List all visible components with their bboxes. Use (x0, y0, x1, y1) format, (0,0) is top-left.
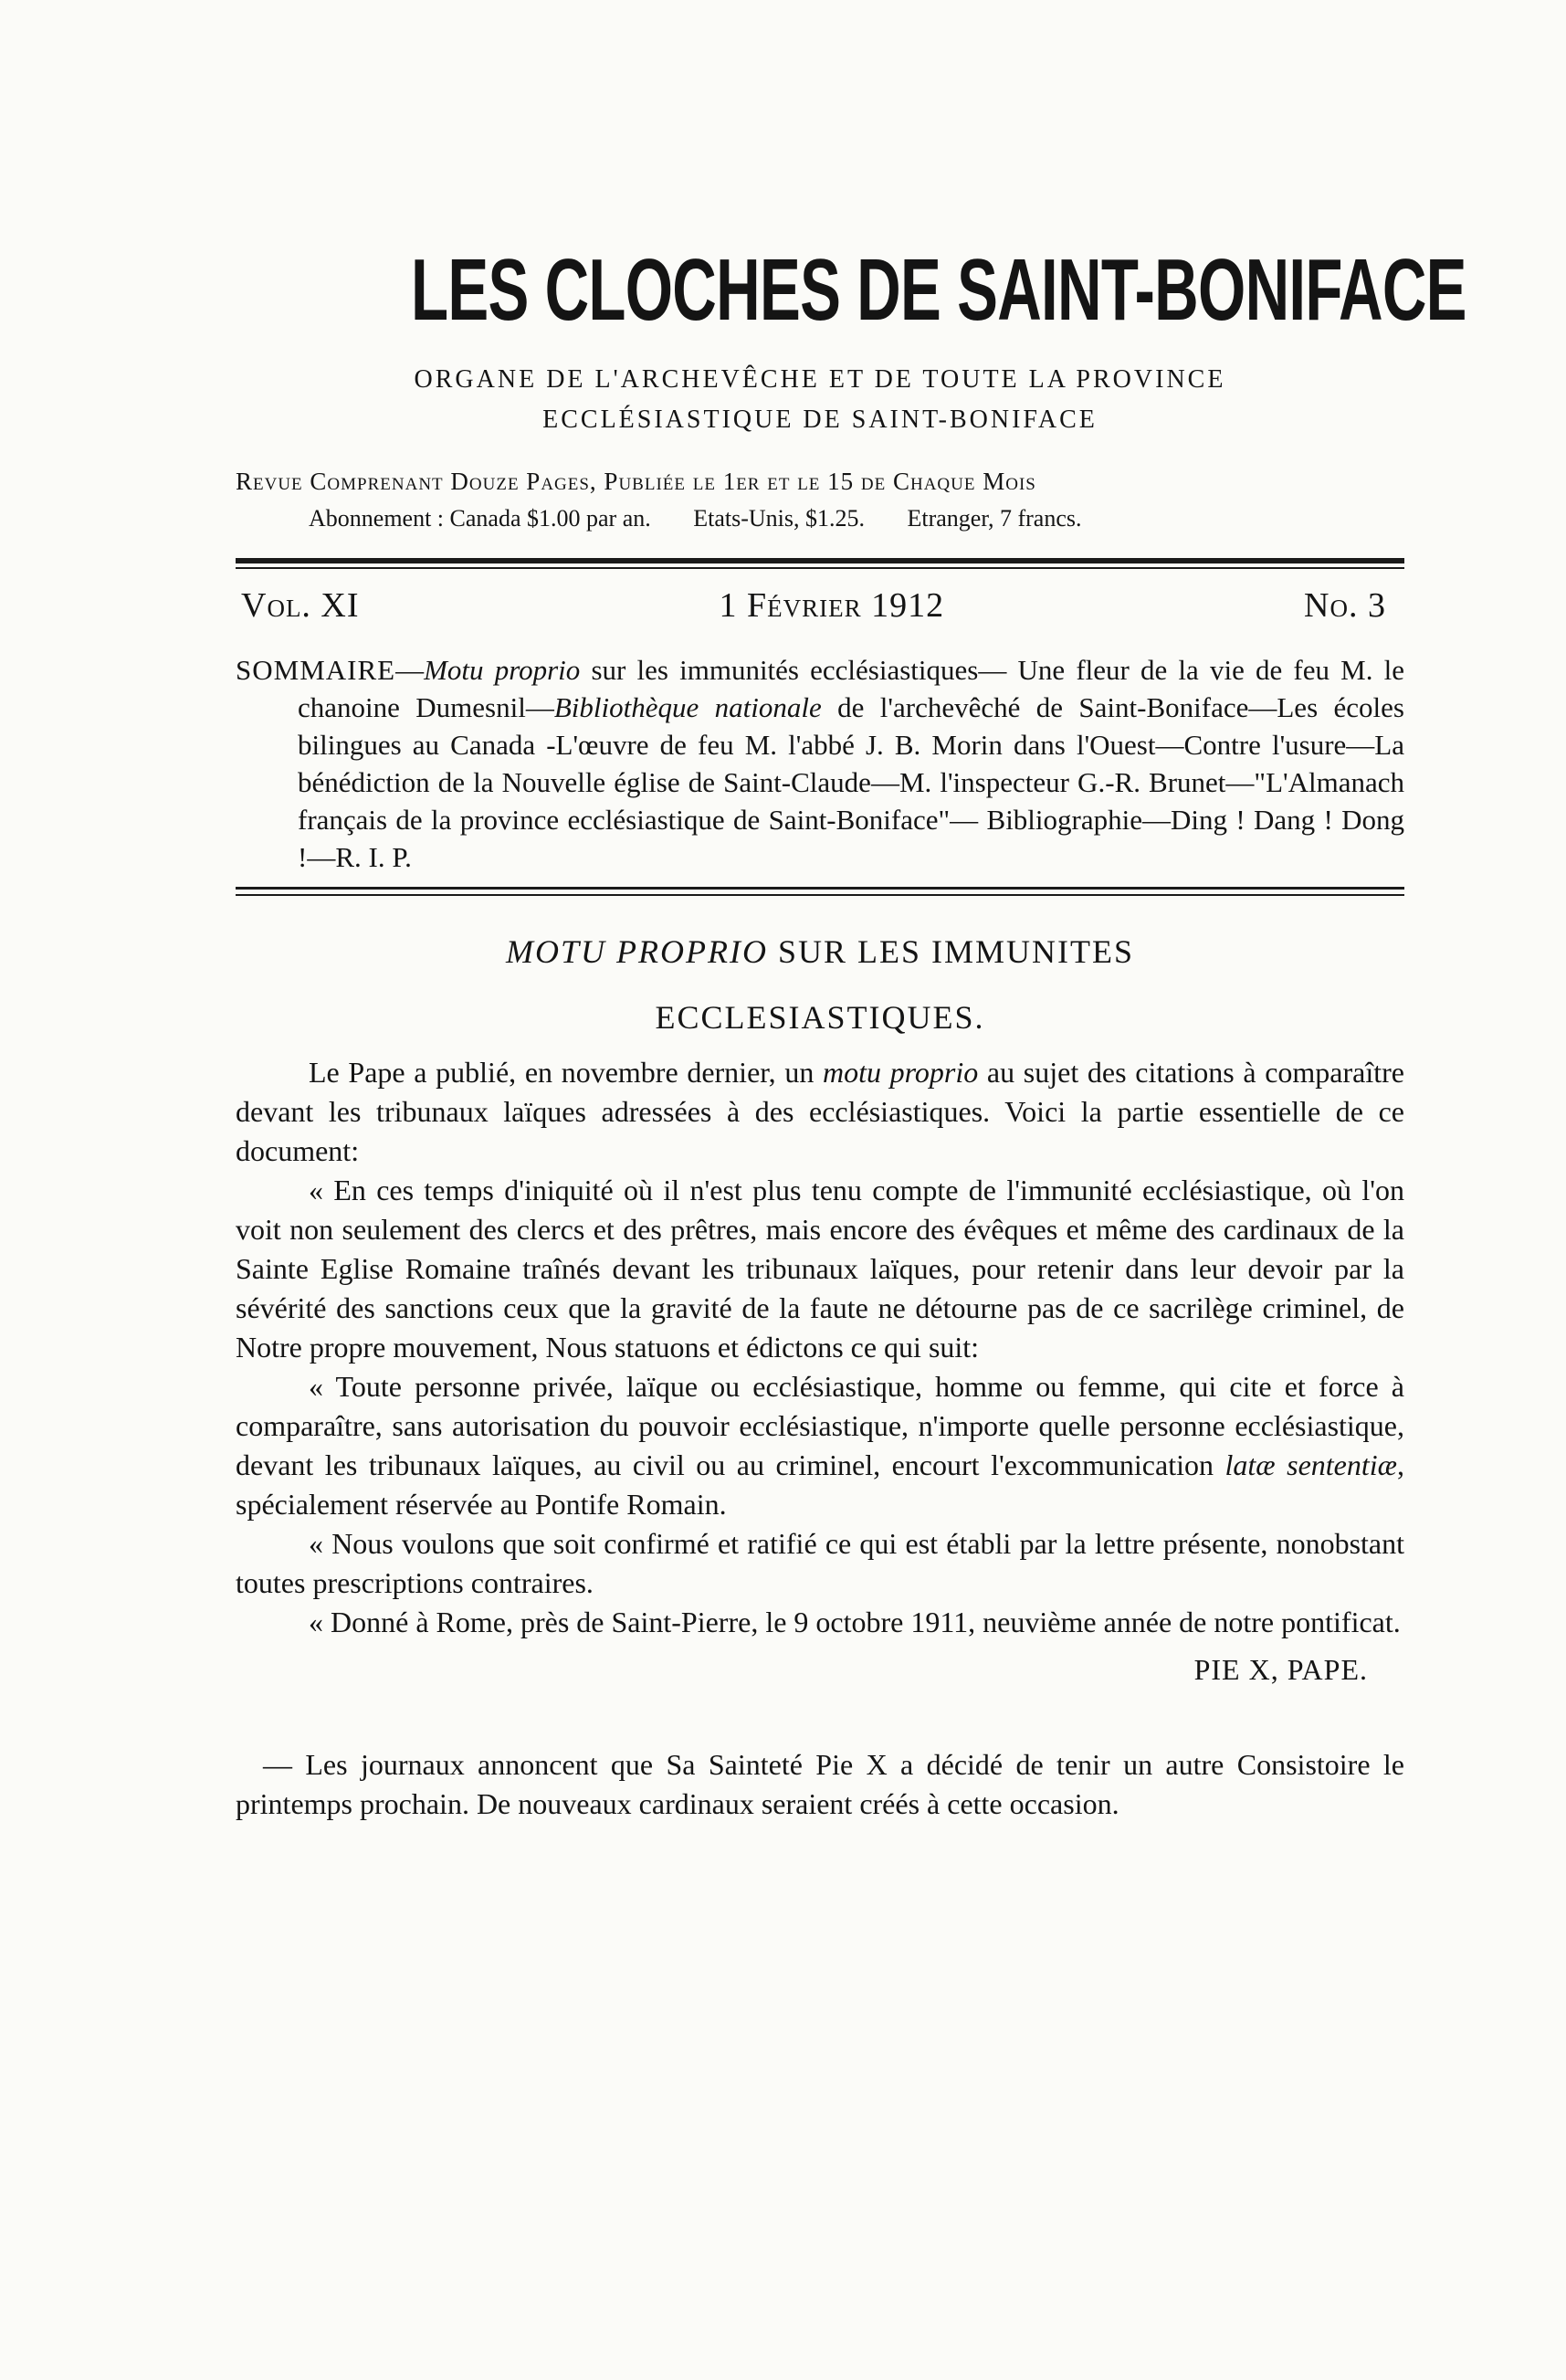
article-title-line-2: ECCLESIASTIQUES. (655, 999, 985, 1036)
newspaper-page (236, 241, 1466, 1824)
sommaire-divider-1 (236, 887, 1404, 890)
sommaire-text-2: de l'archevêché de Saint-Boniface—Les écoles bilingues au Canada -L'œuvre de feu M. l'abbé J. B. Morin dans l'Ouest—Contre l'usure—La bénédiction de la Nouvelle église de Saint-Claude—M. l'inspecteur G.-R. Brunet—"L'Almanach français de la province ecclésiastique de Saint-Boniface"— Bibliographie—Ding ! Dang ! Dong !—R. I. P. (298, 691, 1404, 873)
subscription-canada: Abonnement : Canada $1.00 par an. (309, 505, 651, 532)
sommaire-divider-2 (236, 894, 1404, 896)
revue-text: Revue Comprenant Douze Pages, Publiée le 1er et le 15 de Chaque Mois (236, 468, 1036, 495)
sommaire-item-bibliotheque: Bibliothèque nationale (553, 691, 822, 723)
subscription-usa: Etats-Unis, $1.25. (693, 505, 865, 532)
article-paragraph (236, 1367, 1404, 1524)
article-title-rest: SUR LES IMMUNITES (767, 933, 1134, 970)
masthead-title: LES CLOCHES DE SAINT-BONIFACE (411, 241, 1466, 339)
article-paragraph: « Nous voulons que soit confirmé et ratifié ce qui est établi par la lettre présente, nonobstant toutes prescriptions contraires. (236, 1527, 1404, 1599)
news-note: — Les journaux annoncent que Sa Sainteté Pie X a décidé de tenir un autre Consistoire le printemps prochain. De nouveaux cardinaux seraient créés à cette occasion. (236, 1748, 1404, 1820)
organe-line-1: ORGANE DE L'ARCHEVÊCHE ET DE TOUTE LA PROVINCE (414, 365, 1226, 394)
paragraph-text: , spécialement réservée au Pontife Romain. (236, 1448, 1405, 1521)
paragraph-text: au sujet des citations à comparaître devant les tribunaux laïques adressées à des ecclésiastiques. Voici la partie essentielle de ce document: (236, 1056, 1405, 1167)
revue-description (236, 468, 1404, 496)
article-paragraph (236, 1053, 1404, 1171)
article-title (236, 932, 1404, 971)
issue-volume: Vol. XI (241, 586, 360, 625)
subscription-line (236, 505, 1404, 532)
article-paragraph: « En ces temps d'iniquité où il n'est plus tenu compte de l'immunité ecclésiastique, où l'on voit non seulement des clercs et des prêtres, mais encore des évêques et même des cardinaux de la Sainte Eglise Romaine traînés devant les tribunaux laïques, pour retenir dans leur devoir par la sévérité des sanctions ceux que la gravité de la faute ne détourne pas de ce sacrilège criminel, de Notre propre mouvement, Nous statuons et édictons ce qui suit: (236, 1174, 1404, 1364)
paragraph-text: Le Pape a publié, en novembre dernier, un (309, 1056, 823, 1089)
organe-line-2: ECCLÉSIASTIQUE DE SAINT-BONIFACE (542, 405, 1098, 434)
sommaire-item-motu: Motu proprio (424, 654, 581, 686)
paragraph-italic: motu proprio (822, 1056, 979, 1089)
issue-number: No. 3 (1304, 586, 1386, 625)
article-paragraph: « Donné à Rome, près de Saint-Pierre, le 9 octobre 1911, neuvième année de notre pontificat. (309, 1606, 1401, 1638)
subscription-foreign: Etranger, 7 francs. (907, 505, 1082, 532)
issue-date: 1 Février 1912 (719, 586, 945, 625)
header-divider-thin (236, 567, 1404, 569)
paragraph-italic: latæ sententiæ (1224, 1448, 1398, 1481)
sommaire-dash: — (395, 654, 425, 686)
sommaire-text-1: sur les immunités ecclésiastiques— Une fleur de la vie de feu M. le chanoine Dumesnil— (298, 654, 1405, 723)
masthead-subtitle (236, 360, 1404, 440)
sommaire-label: SOMMAIRE (236, 654, 396, 686)
issue-info-bar (236, 585, 1404, 626)
article-body (236, 1053, 1404, 1642)
header-divider-thick (236, 558, 1404, 563)
article-title-italic: MOTU PROPRIO (506, 933, 768, 970)
paragraph-text: « Toute personne privée, laïque ou ecclésiastique, homme ou femme, qui cite et force à comparaître, sans autorisation du pouvoir ecclésiastique, n'importe quelle personne ecclésiastique, devant les tribunaux laïques, au civil ou au criminel, encourt l'excommunication (236, 1370, 1404, 1481)
table-of-contents (236, 651, 1404, 876)
article-signature: PIE X, PAPE. (1193, 1653, 1368, 1686)
